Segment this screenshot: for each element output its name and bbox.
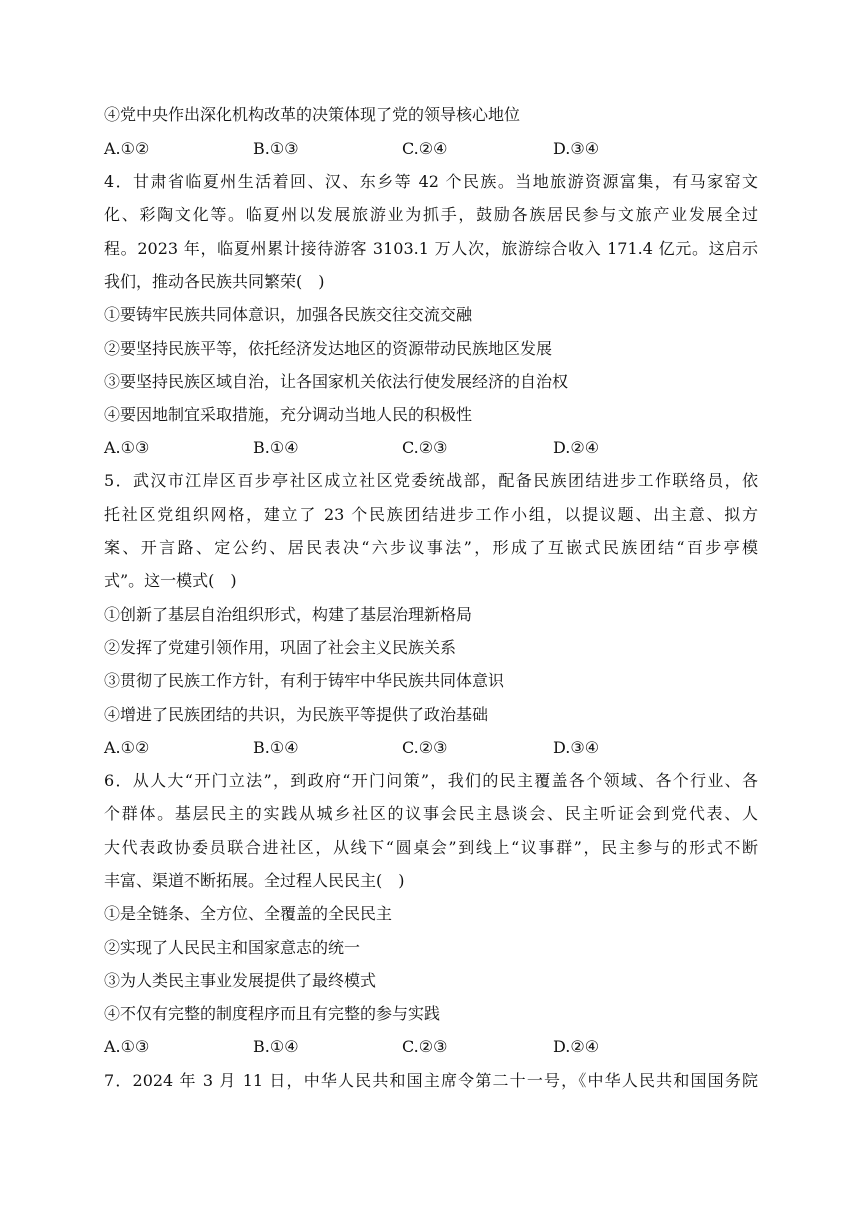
q4-stem-line-1: 4．甘肃省临夏州生活着回、汉、东乡等 42 个民族。当地旅游资源富集，有马家窑文 xyxy=(104,172,758,191)
q5-statement-1: ①创新了基层自治组织形式，构建了基层治理新格局 xyxy=(104,605,473,624)
q3-option-b: B.①③ xyxy=(253,139,299,158)
q4-option-c: C.②③ xyxy=(402,438,448,457)
q6-statement-1: ①是全链条、全方位、全覆盖的全民民主 xyxy=(104,904,393,923)
q4-statement-1: ①要铸牢民族共同体意识，加强各民族交往交流交融 xyxy=(104,305,473,324)
q3-option-a: A.①② xyxy=(104,139,150,158)
q4-options xyxy=(104,438,764,458)
q6-stem-line-2: 个群体。基层民主的实践从城乡社区的议事会民主恳谈会、民主听证会到党代表、人 xyxy=(104,804,758,823)
q5-statement-4: ④增进了民族团结的共识，为民族平等提供了政治基础 xyxy=(104,705,489,724)
q5-stem-line-1: 5．武汉市江岸区百步亭社区成立社区党委统战部，配备民族团结进步工作联络员，依 xyxy=(104,471,758,490)
q4-stem-line-3: 程。2023 年，临夏州累计接待游客 3103.1 万人次，旅游综合收入 171.4 亿元。这启示 xyxy=(104,239,758,258)
q5-statement-2: ②发挥了党建引领作用，巩固了社会主义民族关系 xyxy=(104,638,457,657)
q6-stem-line-4: 丰富、渠道不断拓展。全过程人民民主( ) xyxy=(104,871,405,890)
q6-option-c: C.②③ xyxy=(402,1037,448,1056)
q4-stem-line-2: 化、彩陶文化等。临夏州以发展旅游业为抓手，鼓励各族居民参与文旅产业发展全过 xyxy=(104,205,758,224)
q6-statement-4: ④不仅有完整的制度程序而且有完整的参与实践 xyxy=(104,1004,441,1023)
q3-statement-4: ④党中央作出深化机构改革的决策体现了党的领导核心地位 xyxy=(104,105,521,124)
q6-option-b: B.①④ xyxy=(253,1037,299,1056)
q5-statement-3: ③贯彻了民族工作方针，有利于铸牢中华民族共同体意识 xyxy=(104,671,505,690)
q5-option-d: D.③④ xyxy=(553,738,600,757)
q4-statement-2: ②要坚持民族平等，依托经济发达地区的资源带动民族地区发展 xyxy=(104,339,553,358)
q5-option-b: B.①④ xyxy=(253,738,299,757)
q4-statement-3: ③要坚持民族区域自治，让各国家机关依法行使发展经济的自治权 xyxy=(104,372,569,391)
q4-stem-line-4: 我们，推动各民族共同繁荣( ) xyxy=(104,272,325,291)
q6-stem-line-1: 6．从人大“开门立法”，到政府“开门问策”，我们的民主覆盖各个领域、各个行业、各 xyxy=(104,771,758,790)
q7-stem-line-1: 7．2024 年 3 月 11 日，中华人民共和国主席令第二十一号，《中华人民共和国国务院 xyxy=(104,1071,758,1090)
q5-stem-line-4: 式”。这一模式( ) xyxy=(104,571,237,590)
q4-option-d: D.②④ xyxy=(553,438,600,457)
q4-option-a: A.①③ xyxy=(104,438,150,457)
q6-option-d: D.②④ xyxy=(553,1037,600,1056)
q6-options xyxy=(104,1037,764,1057)
q5-option-a: A.①② xyxy=(104,738,150,757)
q3-option-c: C.②④ xyxy=(402,139,448,158)
q6-statement-3: ③为人类民主事业发展提供了最终模式 xyxy=(104,971,377,990)
q5-stem-line-2: 托社区党组织网格，建立了 23 个民族团结进步工作小组，以提议题、出主意、拟方 xyxy=(104,505,758,524)
q3-option-d: D.③④ xyxy=(553,139,600,158)
q6-stem-line-3: 大代表政协委员联合进社区，从线下“圆桌会”到线上“议事群”，民主参与的形式不断 xyxy=(104,838,758,857)
q5-stem-line-3: 案、开言路、定公约、居民表决“六步议事法”，形成了互嵌式民族团结“百步亭模 xyxy=(104,538,758,557)
q5-options xyxy=(104,738,764,758)
q6-option-a: A.①③ xyxy=(104,1037,150,1056)
q5-option-c: C.②③ xyxy=(402,738,448,757)
q4-statement-4: ④要因地制宜采取措施，充分调动当地人民的积极性 xyxy=(104,405,473,424)
q4-option-b: B.①④ xyxy=(253,438,299,457)
q6-statement-2: ②实现了人民民主和国家意志的统一 xyxy=(104,938,361,957)
q3-options xyxy=(104,139,764,159)
